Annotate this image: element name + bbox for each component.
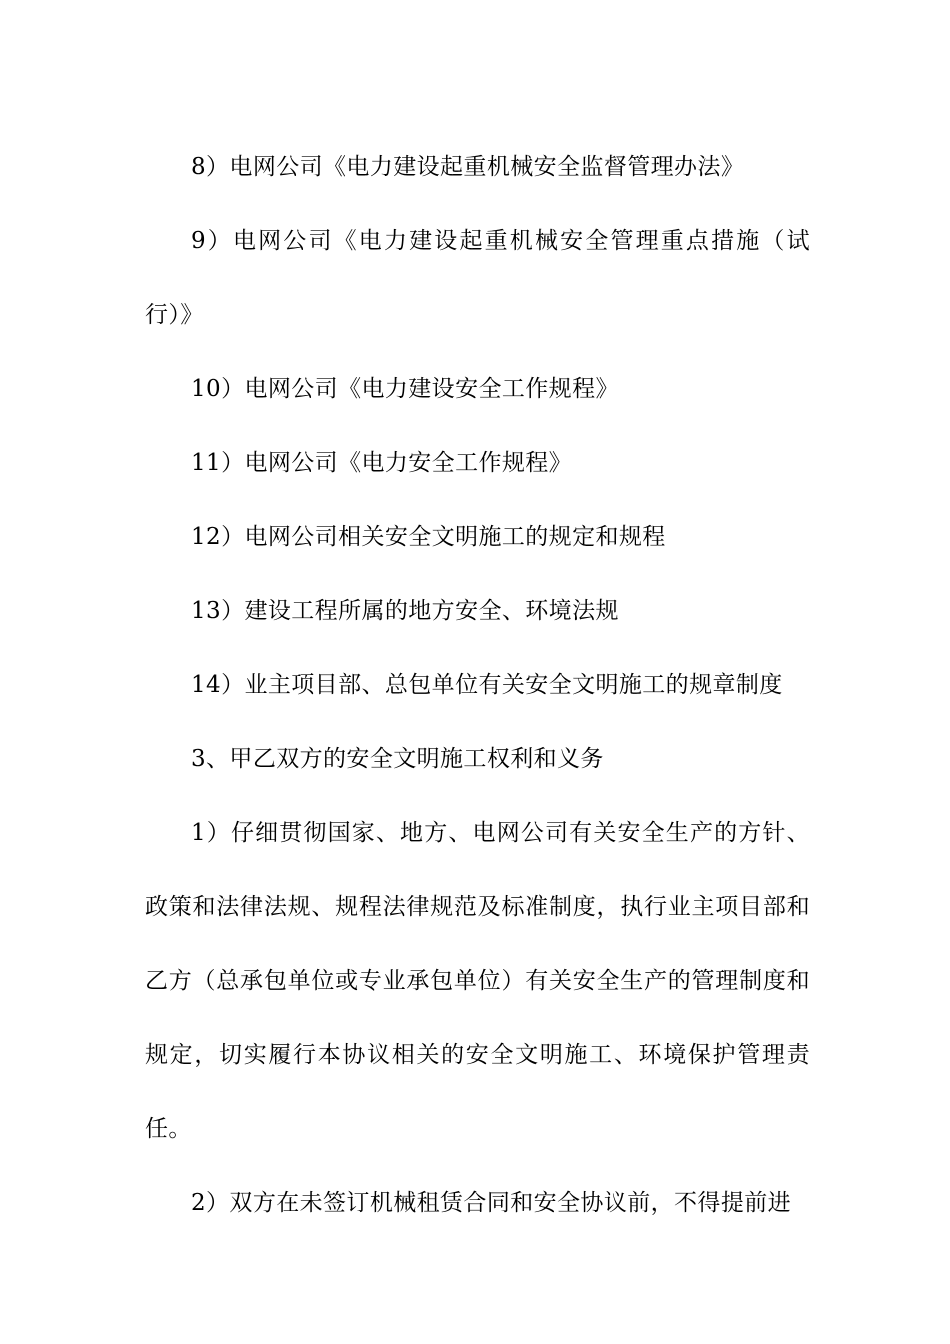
- paragraph-obligation-2: 2）双方在未签订机械租赁合同和安全协议前，不得提前进: [191, 1190, 792, 1216]
- paragraph-item-11: 11）电网公司《电力安全工作规程》: [191, 450, 573, 476]
- paragraph-item-9: 9）电网公司《电力建设起重机械安全管理重点措施（试行）》: [145, 228, 810, 328]
- section-heading: 3、甲乙双方的安全文明施工权利和义务: [191, 746, 604, 772]
- paragraph-item-10: 10）电网公司《电力建设安全工作规程》: [191, 376, 619, 402]
- paragraph-obligation-1: 1）仔细贯彻国家、地方、电网公司有关安全生产的方针、政策和法律法规、规程法律规范及标准制度，执行业主项目部和乙方（总承包单位或专业承包单位）有关安全生产的管理制度和规定，切实履行本协议相关的安全文明施工、环境保护管理责任。: [145, 820, 810, 1142]
- paragraph-item-14: 14）业主项目部、总包单位有关安全文明施工的规章制度: [191, 672, 783, 698]
- paragraph-item-13: 13）建设工程所属的地方安全、环境法规: [191, 598, 619, 624]
- paragraph-item-8: 8）电网公司《电力建设起重机械安全监督管理办法》: [191, 154, 745, 180]
- paragraph-item-12: 12）电网公司相关安全文明施工的规定和规程: [191, 524, 666, 550]
